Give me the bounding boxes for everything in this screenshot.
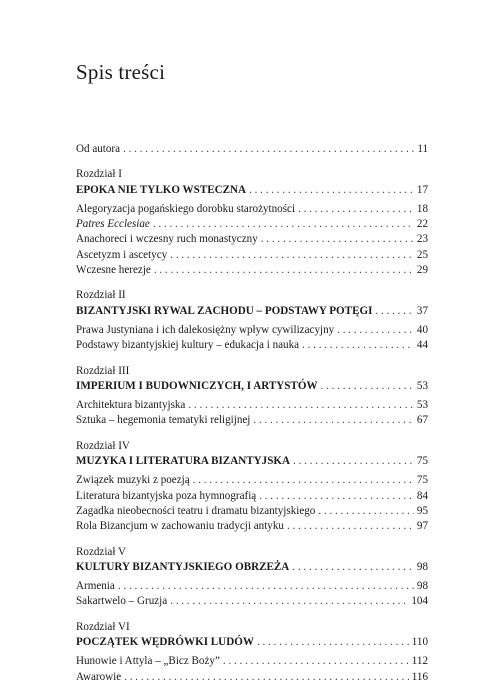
toc-section-entry[interactable] [76, 654, 428, 669]
entry-title: EPOKA NIE TYLKO WSTECZNA [76, 183, 247, 196]
entry-page: 110 [411, 636, 428, 649]
entry-page: 97 [416, 520, 428, 533]
entry-title: Armenia [76, 580, 115, 593]
entry-title: Anachoreci i wczesny ruch monastyczny [76, 233, 258, 246]
dot-leader [188, 398, 414, 413]
dot-leader [261, 232, 414, 247]
entry-page: 75 [416, 474, 428, 487]
table-of-contents [76, 142, 428, 685]
toc-section-entry[interactable] [76, 519, 428, 534]
toc-chapter-title[interactable] [76, 304, 428, 319]
toc-chapter-group [76, 545, 428, 610]
entry-page: 44 [416, 339, 428, 352]
dot-leader [293, 454, 414, 469]
entry-title: POCZĄTEK WĘDRÓWKI LUDÓW [76, 636, 254, 649]
entry-page: 67 [416, 414, 428, 427]
entry-title: Od autora [76, 143, 121, 155]
entry-page: 98 [416, 580, 428, 593]
entry-title: Alegoryzacja pogańskiego dorobku starożytności [76, 202, 296, 215]
entry-page: 37 [416, 304, 428, 317]
entry-page: 116 [411, 670, 428, 683]
entry-title: Sakartwelo – Gruzja [76, 595, 168, 608]
entry-title: Podstawy bizantyjskiej kultury – edukacja i nauka [76, 339, 300, 352]
entry-title: Patres Ecclesiae [76, 218, 150, 231]
toc-chapter-group [76, 167, 428, 278]
entry-title: Awarowie [76, 670, 122, 683]
entry-page: 53 [416, 379, 428, 392]
entry-title: Wczesne herezje [76, 264, 151, 277]
toc-section-entry[interactable] [76, 473, 428, 488]
entry-title: Rola Bizancjum w zachowaniu tradycji antyku [76, 520, 284, 533]
entry-page: 40 [416, 323, 428, 336]
dot-leader [292, 560, 414, 575]
entry-page: 18 [416, 202, 428, 215]
dot-leader [287, 519, 414, 534]
entry-page: 104 [411, 595, 428, 608]
dot-leader [298, 202, 414, 217]
toc-chapter-title[interactable] [76, 635, 428, 650]
dot-leader [153, 217, 414, 232]
dot-leader [257, 635, 409, 650]
entry-page: 17 [416, 183, 428, 196]
toc-section-entry[interactable] [76, 579, 428, 594]
dot-leader [193, 473, 414, 488]
toc-chapter-title[interactable] [76, 560, 428, 575]
toc-section-entry[interactable] [76, 670, 428, 685]
entry-title: Architektura bizantyjska [76, 399, 186, 412]
entry-title: Literatura bizantyjska poza hymnografią [76, 489, 257, 502]
page-title: Spis treści [76, 60, 166, 84]
toc-section-entry[interactable] [76, 217, 428, 232]
dot-leader [123, 142, 414, 157]
entry-title: Ascetyzm i ascetycy [76, 248, 168, 261]
entry-title: KULTURY BIZANTYJSKIEGO OBRZEŻA [76, 560, 290, 573]
dot-leader [321, 379, 414, 394]
toc-section-entry[interactable] [76, 338, 428, 353]
entry-title: MUZYKA I LITERATURA BIZANTYJSKA [76, 455, 291, 468]
entry-title: Prawa Justyniana i ich dalekosiężny wpływ cywilizacyjny [76, 323, 335, 336]
toc-entry-intro[interactable] [76, 142, 428, 157]
toc-section-entry[interactable] [76, 202, 428, 217]
entry-page: 29 [416, 264, 428, 277]
dot-leader [337, 323, 414, 338]
entry-title: Hunowie i Attyla – „Bicz Boży” [76, 655, 220, 668]
toc-chapter-title[interactable] [76, 183, 428, 198]
toc-chapter-title[interactable] [76, 379, 428, 394]
toc-chapter-title[interactable] [76, 454, 428, 469]
toc-section-entry[interactable] [76, 398, 428, 413]
entry-page: 75 [416, 455, 428, 468]
entry-title: IMPERIUM I BUDOWNICZYCH, I ARTYSTÓW [76, 379, 318, 392]
toc-section-entry[interactable] [76, 594, 428, 609]
entry-title: Zagadka nieobecności teatru i dramatu bizantyjskiego [76, 504, 316, 517]
chapter-label: Rozdział VI [76, 620, 130, 633]
toc-section-entry[interactable] [76, 323, 428, 338]
entry-page: 112 [411, 655, 428, 668]
entry-page: 22 [416, 218, 428, 231]
toc-section-entry[interactable] [76, 489, 428, 504]
dot-leader [124, 670, 409, 685]
dot-leader [118, 579, 414, 594]
dot-leader [170, 594, 408, 609]
chapter-label: Rozdział I [76, 168, 122, 181]
dot-leader [154, 263, 414, 278]
entry-page: 95 [416, 504, 428, 517]
chapter-label: Rozdział V [76, 545, 127, 558]
toc-section-entry[interactable] [76, 248, 428, 263]
chapter-label: Rozdział III [76, 364, 130, 377]
toc-chapter-group [76, 364, 428, 429]
dot-leader [170, 248, 414, 263]
dot-leader [375, 304, 413, 319]
entry-page: 11 [417, 143, 428, 155]
entry-page: 98 [416, 560, 428, 573]
dot-leader [318, 504, 414, 519]
entry-page: 84 [416, 489, 428, 502]
dot-leader [302, 338, 414, 353]
entry-title: BIZANTYJSKI RYWAL ZACHODU – PODSTAWY POTĘGI [76, 304, 373, 317]
toc-intro-group [76, 142, 428, 157]
entry-page: 53 [416, 399, 428, 412]
chapter-label: Rozdział IV [76, 439, 130, 452]
chapter-label: Rozdział II [76, 289, 126, 302]
toc-section-entry[interactable] [76, 232, 428, 247]
dot-leader [249, 183, 414, 198]
toc-section-entry[interactable] [76, 263, 428, 278]
toc-chapter-group [76, 288, 428, 353]
entry-title: Związek muzyki z poezją [76, 474, 190, 487]
dot-leader [223, 654, 409, 669]
entry-page: 23 [416, 233, 428, 246]
toc-section-entry[interactable] [76, 504, 428, 519]
dot-leader [259, 489, 414, 504]
toc-chapter-group [76, 620, 428, 685]
dot-leader [253, 413, 414, 428]
entry-page: 25 [416, 248, 428, 261]
toc-chapter-group [76, 439, 428, 535]
toc-section-entry[interactable] [76, 413, 428, 428]
entry-title: Sztuka – hegemonia tematyki religijnej [76, 414, 251, 427]
